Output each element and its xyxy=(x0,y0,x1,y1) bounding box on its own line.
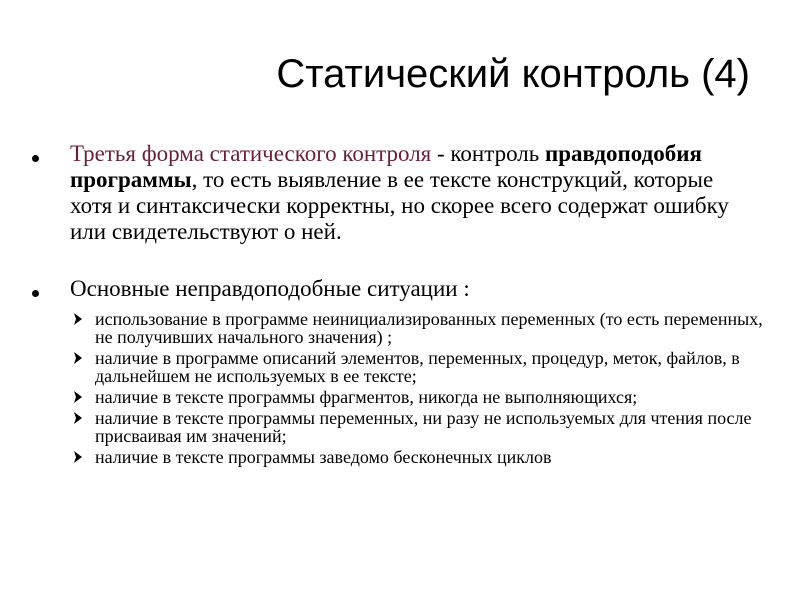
arrowhead-bullet-icon xyxy=(73,312,83,326)
list-item xyxy=(95,388,775,406)
bullet-2-heading: Основные неправдоподобные ситуации : xyxy=(70,276,470,301)
arrowhead-bullet-icon xyxy=(73,450,83,464)
list-item xyxy=(95,448,775,466)
bullet-1-highlight: Третья форма статического контроля xyxy=(70,141,432,166)
list-item-text: наличие в тексте программы фрагментов, никогда не выполняющихся; xyxy=(95,387,638,407)
bullet-dot-icon xyxy=(32,290,39,297)
sub-list xyxy=(95,310,775,469)
bullet-1-bold-term: правдоподобия программы xyxy=(70,141,702,192)
bullet-dot-icon xyxy=(32,155,39,162)
list-item xyxy=(95,409,775,445)
slide-title: Статический контроль (4) xyxy=(276,52,750,96)
arrowhead-bullet-icon xyxy=(73,390,83,404)
list-item xyxy=(95,310,775,346)
list-item-text: наличие в тексте программы заведомо бесконечных циклов xyxy=(95,447,552,467)
bullet-1-connector: - контроль xyxy=(431,141,545,166)
list-item-text: использование в программе неинициализированных переменных (то есть переменных, не получивших начального значения) ; xyxy=(95,309,763,347)
arrowhead-bullet-icon xyxy=(73,351,83,365)
bullet-1-rest: , то есть выявление в ее тексте конструкций, которые хотя и синтаксически корректны, но скорее всего содержат ошибку или свидетельствуют о ней. xyxy=(70,167,729,244)
list-item-text: наличие в программе описаний элементов, переменных, процедур, меток, файлов, в дальнейшем не используемых в ее тексте; xyxy=(95,348,740,386)
bullet-1-paragraph xyxy=(70,141,760,245)
list-item xyxy=(95,349,775,385)
list-item-text: наличие в тексте программы переменных, ни разу не используемых для чтения после присваивая им значений; xyxy=(95,408,752,446)
arrowhead-bullet-icon xyxy=(73,411,83,425)
